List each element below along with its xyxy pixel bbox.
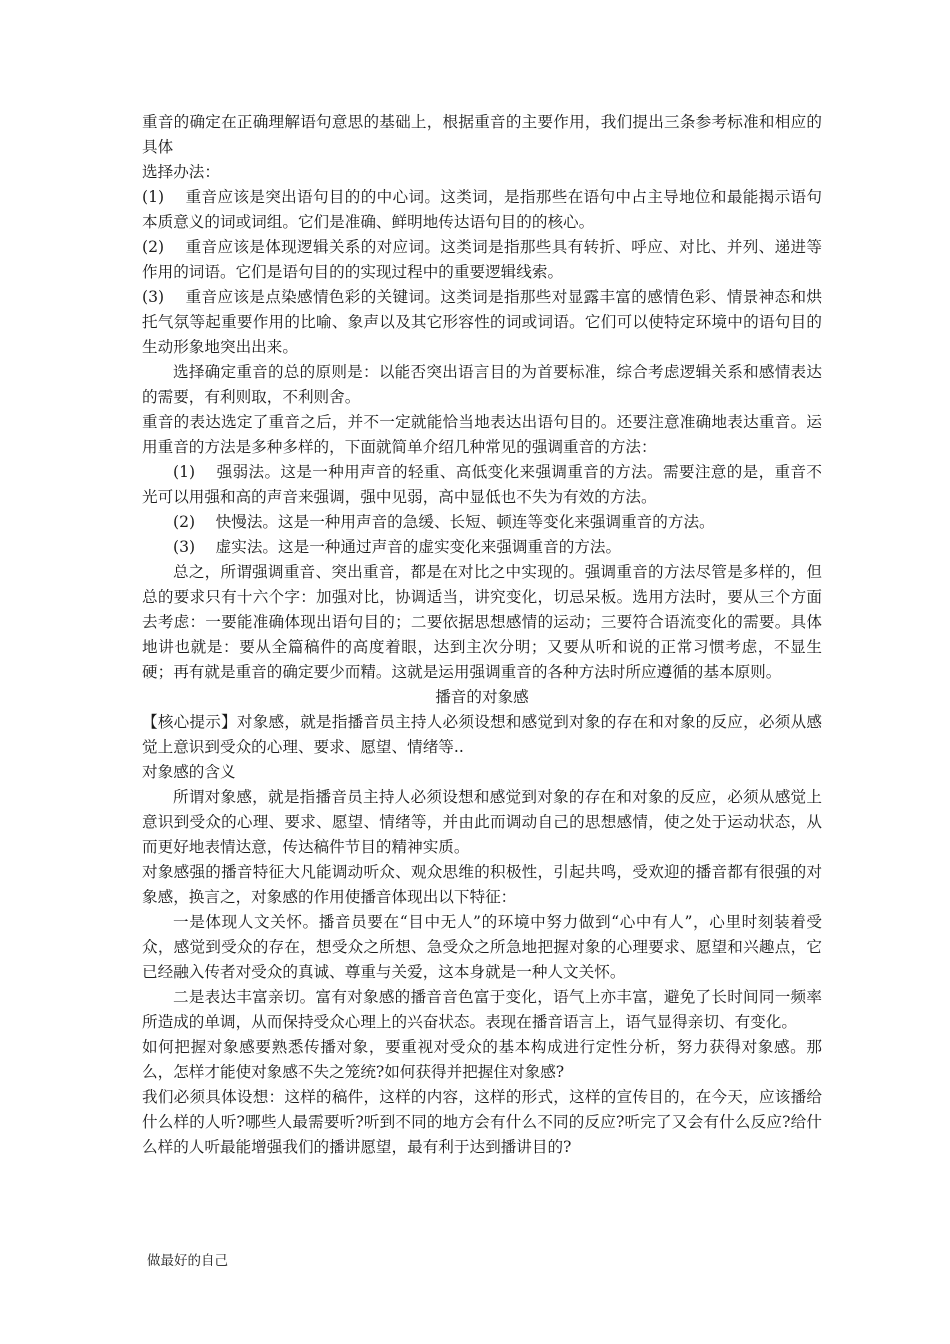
section-heading: 播音的对象感 [435,688,529,706]
paragraph-definition: 所谓对象感，就是指播音员主持人必须设想和感觉到对象的存在和对象的反应，必须从感觉上意识到受众的心理、要求、愿望、情绪等，并由此而调动自己的思想感情，使之处于运动状态，从而更好地表情达意，传达稿件节目的精神实质。 [142,788,822,856]
paragraph-rule-2: (2) 重音应该是体现逻辑关系的对应词。这类词是指那些具有转折、呼应、对比、并列、递进等作用的词语。它们是语句目的的实现过程中的重要逻辑线索。 [142,238,822,281]
paragraph-rule-1: (1) 重音应该是突出语句目的的中心词。这类词，是指那些在语句中占主导地位和最能揭示语句本质意义的词或词组。它们是准确、鲜明地传达语句目的的核心。 [142,188,822,231]
paragraph-expression: 重音的表达选定了重音之后，并不一定就能恰当地表达出语句目的。还要注意准确地表达重音。运用重音的方法是多种多样的，下面就简单介绍几种常见的强调重音的方法： [142,413,822,456]
paragraph-summary: 总之，所谓强调重音、突出重音，都是在对比之中实现的。强调重音的方法尽管是多样的，但总的要求只有十六个字：加强对比，协调适当，讲究变化，切忌呆板。选用方法时，要从三个方面去考虑：一要能准确体现出语句目的；二要依据思想感情的运动；三要符合语流变化的需要。具体地讲也就是：要从全篇稿件的高度着眼，达到主次分明；又要从听和说的正常习惯考虑，不显生硬；再有就是重音的确定要少而精。这就是运用强调重音的各种方法时所应遵循的基本原则。 [142,563,822,681]
paragraph-method-1: (1) 强弱法。这是一种用声音的轻重、高低变化来强调重音的方法。需要注意的是，重音不光可以用强和高的声音来强调，强中见弱，高中显低也不失为有效的方法。 [142,463,822,506]
paragraph-core-tip: 【核心提示】对象感，就是指播音员主持人必须设想和感觉到对象的存在和对象的反应，必须从感觉上意识到受众的心理、要求、愿望、情绪等.. [142,713,822,756]
page-footer: 做最好的自己 [147,1253,228,1269]
paragraph-method-2: (2) 快慢法。这是一种用声音的急缓、长短、顿连等变化来强调重音的方法。 [173,513,715,531]
paragraph-principle: 选择确定重音的总的原则是：以能否突出语言目的为首要标准，综合考虑逻辑关系和感情表达的需要，有利则取，不利则舍。 [142,363,822,406]
subheading-meaning: 对象感的含义 [142,763,236,781]
paragraph-method-label: 选择办法： [142,163,220,181]
paragraph-method-3: (3) 虚实法。这是一种通过声音的虚实变化来强调重音的方法。 [173,538,622,556]
paragraph-features: 对象感强的播音特征大凡能调动听众、观众思维的积极性，引起共鸣，受欢迎的播音都有很强的对象感，换言之，对象感的作用使播音体现出以下特征： [142,863,822,906]
paragraph-rule-3: (3) 重音应该是点染感情色彩的关键词。这类词是指那些对显露丰富的感情色彩、情景神态和烘托气氛等起重要作用的比喻、象声以及其它形容性的词或词语。它们可以使特定环境中的语句目的生动形象地突出出来。 [142,288,822,356]
paragraph-how-to: 如何把握对象感要熟悉传播对象，要重视对受众的基本构成进行定性分析，努力获得对象感。那么，怎样才能使对象感不失之笼统?如何获得并把握住对象感? [142,1038,822,1081]
paragraph-feature-1: 一是体现人文关怀。播音员要在“目中无人”的环境中努力做到“心中有人”，心里时刻装着受众，感觉到受众的存在，想受众之所想、急受众之所急地把握对象的心理要求、愿望和兴趣点，它已经融入传者对受众的真诚、尊重与关爱，这本身就是一种人文关怀。 [142,913,822,981]
paragraph-imagine: 我们必须具体设想：这样的稿件，这样的内容，这样的形式，这样的宣传目的，在今天，应该播给什么样的人听?哪些人最需要听?听到不同的地方会有什么不同的反应?听完了又会有什么反应?给什么样的人听最能增强我们的播讲愿望，最有利于达到播讲目的? [142,1088,822,1156]
paragraph-intro: 重音的确定在正确理解语句意思的基础上，根据重音的主要作用，我们提出三条参考标准和相应的具体 [142,113,822,156]
document-body [142,110,822,1160]
paragraph-feature-2: 二是表达丰富亲切。富有对象感的播音音色富于变化，语气上亦丰富，避免了长时间同一频率所造成的单调，从而保持受众心理上的兴奋状态。表现在播音语言上，语气显得亲切、有变化。 [142,988,822,1031]
